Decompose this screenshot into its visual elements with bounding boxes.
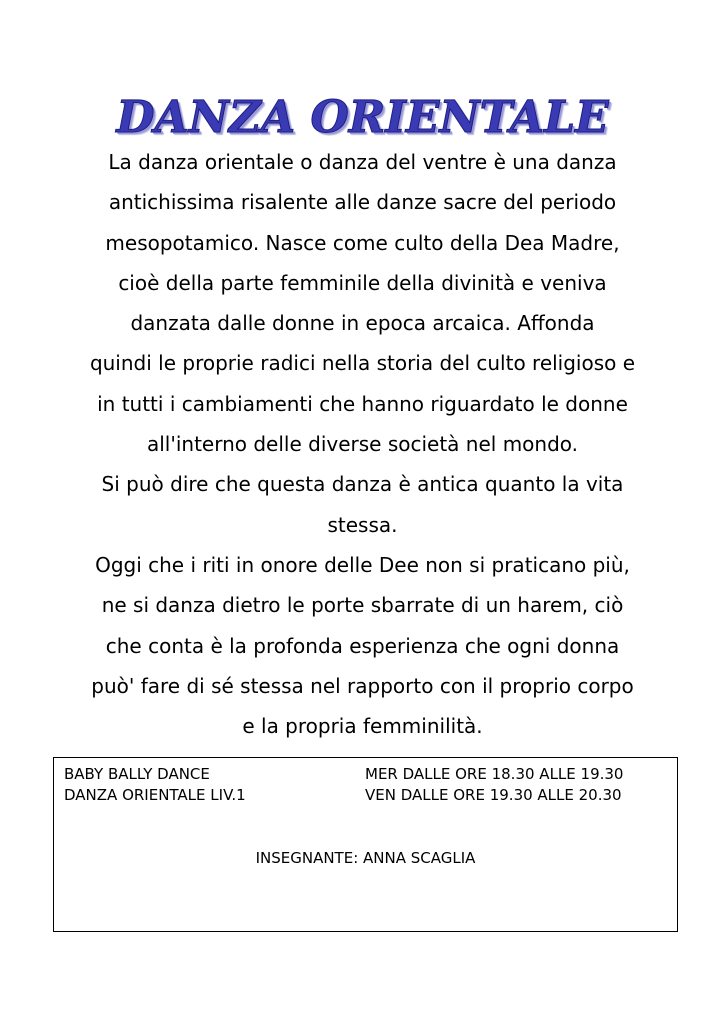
description-line: e la propria femminilità. bbox=[242, 714, 483, 739]
description-line: mesopotamico. Nasce come culto della Dea Madre, bbox=[105, 230, 620, 255]
description-line: Oggi che i riti in onore delle Dee non si praticano più, bbox=[95, 552, 630, 577]
description-line: stessa. bbox=[327, 512, 398, 537]
description-text bbox=[60, 142, 665, 746]
description-line: antichissima risalente alle danze sacre del periodo bbox=[108, 190, 617, 215]
description-line: quindi le proprie radici nella storia del culto religioso e bbox=[89, 351, 636, 376]
description-line: cioè della parte femminile della divinità e veniva bbox=[118, 270, 607, 295]
description-line: può' fare di sé stessa nel rapporto con il proprio corpo bbox=[91, 673, 634, 698]
description-line: La danza orientale o danza del ventre è una danza bbox=[108, 150, 617, 174]
course-time: VEN DALLE ORE 19.30 ALLE 20.30 bbox=[365, 786, 622, 804]
course-name: DANZA ORIENTALE LIV.1 bbox=[64, 786, 246, 804]
course-name: BABY BALLY DANCE bbox=[64, 765, 210, 783]
description-line: Si può dire che questa danza è antica quanto la vita bbox=[101, 472, 624, 497]
description-line: in tutti i cambiamenti che hanno riguardato le donne bbox=[97, 391, 628, 416]
description-line: ne si danza dietro le porte sbarrate di un harem, ciò bbox=[101, 593, 624, 618]
description-line: danzata dalle donne in epoca arcaica. Affonda bbox=[130, 311, 595, 336]
teacher-name: INSEGNANTE: ANNA SCAGLIA bbox=[255, 849, 476, 867]
page-title: DANZA ORIENTALE bbox=[116, 92, 609, 143]
course-time: MER DALLE ORE 18.30 ALLE 19.30 bbox=[365, 765, 624, 783]
description-line: che conta è la profonda esperienza che ogni donna bbox=[105, 633, 620, 658]
description-line: all'interno delle diverse società nel mondo. bbox=[146, 432, 579, 457]
schedule-box bbox=[53, 757, 678, 932]
